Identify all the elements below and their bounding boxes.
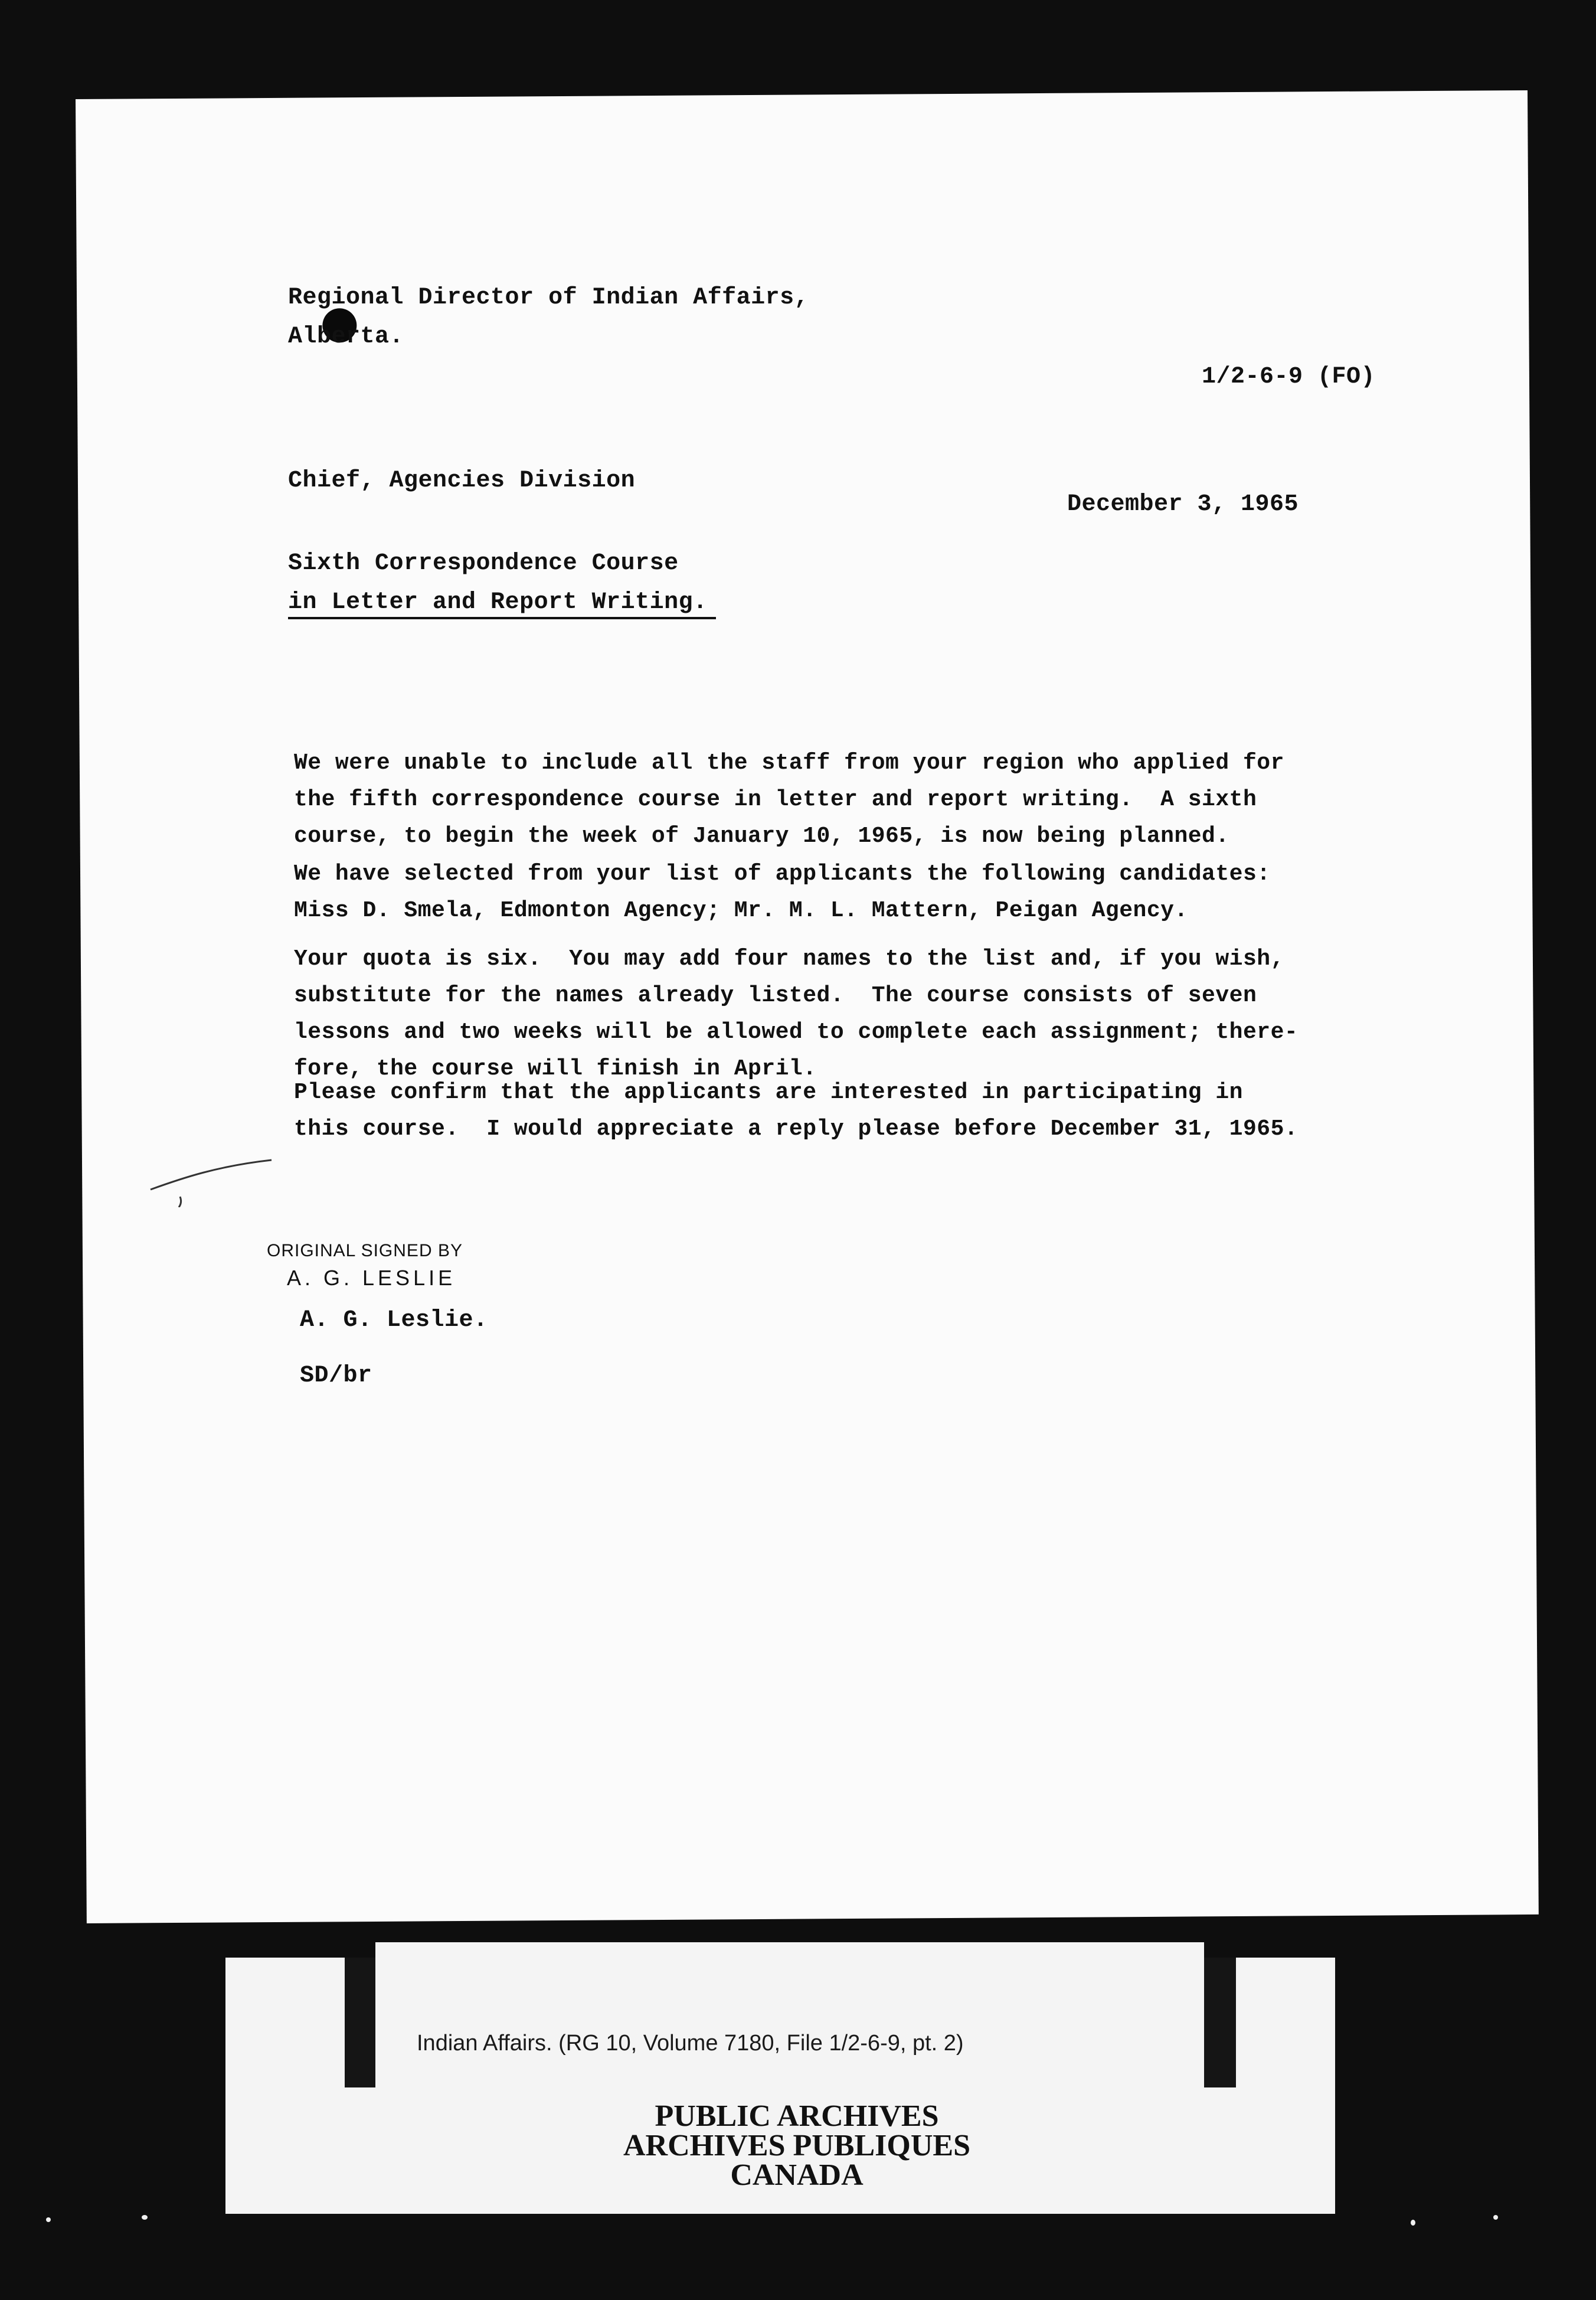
file-reference: 1/2-6-9 (FO) <box>1202 364 1376 390</box>
archive-name-line: PUBLIC ARCHIVES <box>655 2099 939 2133</box>
archive-reference: Indian Affairs. (RG 10, Volume 7180, File 1/2-6-9, pt. 2) <box>417 2031 964 2056</box>
sender-title: Chief, Agencies Division <box>288 468 636 494</box>
archive-name-line: CANADA <box>730 2158 864 2192</box>
paragraph-3 <box>294 941 1298 1087</box>
paragraph-1 <box>294 745 1284 855</box>
subject-line-1: Sixth Correspondence Course <box>288 550 679 577</box>
paragraph-line: this course. I would appreciate a reply please before December 31, 1965. <box>294 1116 1299 1142</box>
subject-line <box>288 544 716 622</box>
archive-name-line: ARCHIVES PUBLIQUES <box>623 2129 971 2162</box>
paragraph-line: We have selected from your list of applicants the following candidates: <box>294 861 1271 887</box>
label-clip-right <box>1204 1958 1236 2087</box>
paragraph-line: Please confirm that the applicants are interested in participating in <box>294 1080 1243 1105</box>
paragraph-line: the fifth correspondence course in letter and report writing. A sixth <box>294 787 1257 812</box>
addressee-line: Alberta. <box>288 324 404 350</box>
film-dust <box>142 2215 148 2220</box>
stamp-line-1: ORIGINAL SIGNED BY <box>267 1241 463 1260</box>
paragraph-line: Miss D. Smela, Edmonton Agency; Mr. M. L. Mattern, Peigan Agency. <box>294 898 1188 923</box>
film-dust <box>1493 2215 1498 2220</box>
paragraph-line: Your quota is six. You may add four names to the list and, if you wish, <box>294 946 1284 972</box>
addressee-block <box>288 279 809 357</box>
film-dust <box>46 2217 51 2222</box>
paragraph-line: course, to begin the week of January 10, 1965, is now being planned. <box>294 824 1229 849</box>
addressee-line: Regional Director of Indian Affairs, <box>288 285 809 311</box>
paragraph-line: lessons and two weeks will be allowed to complete each assignment; there- <box>294 1020 1299 1045</box>
stamp-line-2: A. G. LESLIE <box>287 1266 456 1290</box>
signature-stamp <box>267 1241 463 1291</box>
label-clip-left <box>345 1958 375 2087</box>
signer-name: A. G. Leslie. <box>300 1307 488 1334</box>
film-dust <box>1411 2220 1415 2226</box>
paragraph-line: fore, the course will finish in April. <box>294 1056 817 1082</box>
paragraph-line: We were unable to include all the staff from your region who applied for <box>294 750 1284 776</box>
pen-mark-icon <box>148 1154 277 1207</box>
letter-date: December 3, 1965 <box>1067 491 1299 518</box>
paragraph-4 <box>294 1074 1298 1148</box>
typist-initials: SD/br <box>300 1363 372 1389</box>
subject-line-2: in Letter and Report Writing. <box>288 589 716 619</box>
archive-label-tab <box>375 1942 1204 2090</box>
paragraph-line: substitute for the names already listed. The course consists of seven <box>294 983 1257 1008</box>
archive-name <box>531 2099 1062 2192</box>
paragraph-2 <box>294 856 1271 929</box>
